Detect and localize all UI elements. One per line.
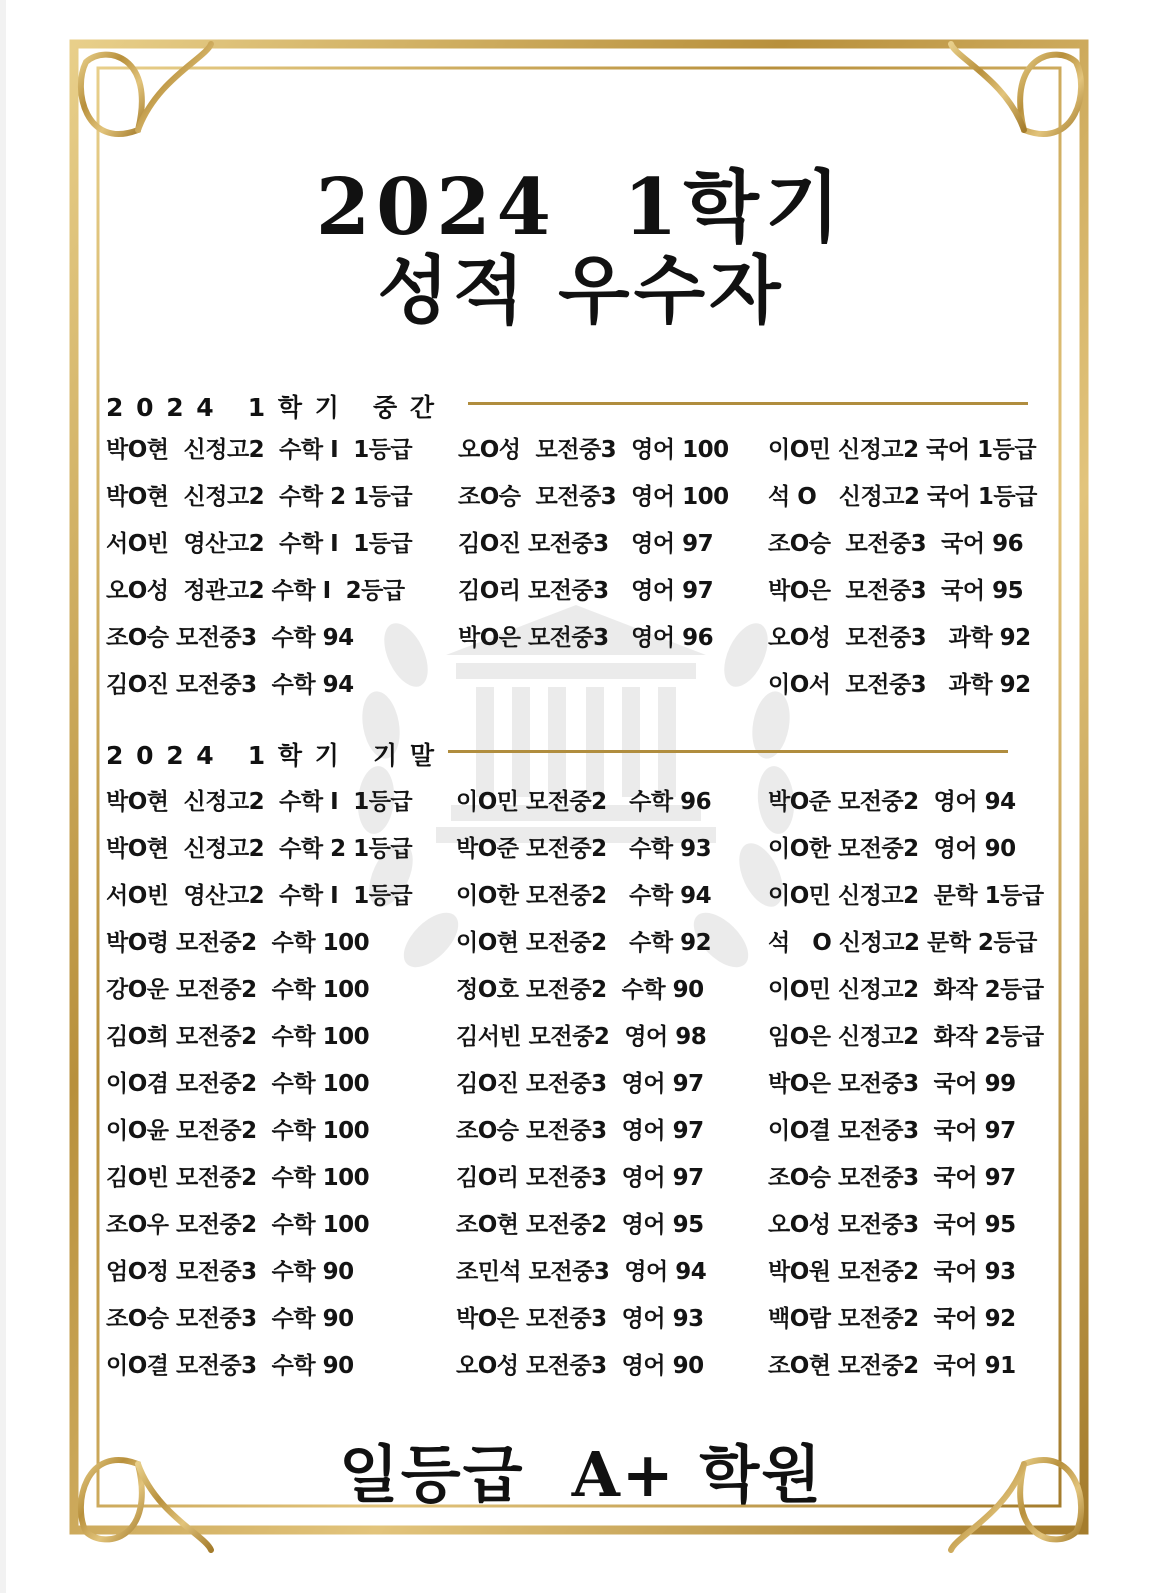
list-item: 이O현 모전중2 수학 92 bbox=[456, 930, 712, 956]
list-item: 정O호 모전중2 수학 90 bbox=[456, 977, 704, 1003]
list-item: 김서빈 모전중2 영어 98 bbox=[456, 1024, 707, 1050]
list-item: 서O빈 영산고2 수학 I 1등급 bbox=[106, 883, 413, 909]
list-item: 이O민 신정고2 국어 1등급 bbox=[768, 437, 1037, 463]
title-year-semester: 2024 1학기 bbox=[315, 162, 847, 253]
list-item: 오O성 정관고2 수학 I 2등급 bbox=[106, 578, 405, 604]
list-item: 김O진 모전중3 수학 94 bbox=[106, 672, 354, 698]
midterm-column-1 bbox=[106, 430, 412, 712]
list-item: 조O승 모전중3 수학 90 bbox=[106, 1306, 354, 1332]
list-item: 석 O 신정고2 문학 2등급 bbox=[768, 930, 1037, 956]
list-item: 박O준 모전중2 수학 93 bbox=[456, 836, 712, 862]
list-item: 이O겸 모전중2 수학 100 bbox=[106, 1071, 370, 1097]
list-item: 박O은 모전중3 영어 96 bbox=[458, 625, 714, 651]
list-item: 박O은 모전중3 국어 95 bbox=[768, 578, 1024, 604]
list-item: 조O승 모전중3 영어 97 bbox=[456, 1118, 704, 1144]
list-item: 조O현 모전중2 영어 95 bbox=[456, 1212, 704, 1238]
list-item: 이O결 모전중3 국어 97 bbox=[768, 1118, 1016, 1144]
list-item: 조O승 모전중3 국어 96 bbox=[768, 531, 1024, 557]
midterm-column-3 bbox=[768, 430, 1037, 712]
list-item: 강O운 모전중2 수학 100 bbox=[106, 977, 370, 1003]
list-item: 김O희 모전중2 수학 100 bbox=[106, 1024, 370, 1050]
list-item: 엄O정 모전중3 수학 90 bbox=[106, 1259, 354, 1285]
midterm-heading: 2 0 2 4 1 학 기 중 간 bbox=[106, 393, 437, 422]
list-item: 조O승 모전중3 수학 94 bbox=[106, 625, 354, 651]
list-item: 김O진 모전중3 영어 97 bbox=[456, 1071, 704, 1097]
list-item: 오O성 모전중3 영어 100 bbox=[458, 437, 729, 463]
title-honor-students: 성적 우수자 bbox=[377, 248, 785, 334]
list-item: 조민석 모전중3 영어 94 bbox=[456, 1259, 707, 1285]
list-item: 이O서 모전중3 과학 92 bbox=[768, 672, 1031, 698]
list-item: 조O승 모전중3 영어 100 bbox=[458, 484, 729, 510]
list-item: 조O현 모전중2 국어 91 bbox=[768, 1353, 1016, 1379]
list-item: 임O은 신정고2 화작 2등급 bbox=[768, 1024, 1044, 1050]
list-item: 오O성 모전중3 과학 92 bbox=[768, 625, 1031, 651]
list-item: 석 O 신정고2 국어 1등급 bbox=[768, 484, 1037, 510]
list-item: 김O진 모전중3 영어 97 bbox=[458, 531, 714, 557]
list-item: 이O한 모전중2 수학 94 bbox=[456, 883, 712, 909]
list-item: 조O우 모전중2 수학 100 bbox=[106, 1212, 370, 1238]
list-item: 박O현 신정고2 수학 2 1등급 bbox=[106, 484, 413, 510]
list-item: 백O람 모전중2 국어 92 bbox=[768, 1306, 1016, 1332]
list-item: 김O리 모전중3 영어 97 bbox=[456, 1165, 704, 1191]
list-item: 박O령 모전중2 수학 100 bbox=[106, 930, 370, 956]
list-item: 이O한 모전중2 영어 90 bbox=[768, 836, 1016, 862]
list-item: 이O민 신정고2 화작 2등급 bbox=[768, 977, 1044, 1003]
list-item: 박O은 모전중3 국어 99 bbox=[768, 1071, 1016, 1097]
final-column-3 bbox=[768, 782, 1044, 1393]
midterm-divider bbox=[468, 402, 1028, 405]
list-item: 김O리 모전중3 영어 97 bbox=[458, 578, 714, 604]
list-item: 박O준 모전중2 영어 94 bbox=[768, 789, 1016, 815]
final-exam-heading: 2 0 2 4 1 학 기 기 말 bbox=[106, 741, 437, 770]
midterm-column-2 bbox=[458, 430, 729, 665]
list-item: 박O현 신정고2 수학 I 1등급 bbox=[106, 789, 413, 815]
list-item: 김O빈 모전중2 수학 100 bbox=[106, 1165, 370, 1191]
list-item: 박O원 모전중2 국어 93 bbox=[768, 1259, 1016, 1285]
list-item: 박O은 모전중3 영어 93 bbox=[456, 1306, 704, 1332]
list-item: 오O성 모전중3 국어 95 bbox=[768, 1212, 1016, 1238]
list-item: 이O민 모전중2 수학 96 bbox=[456, 789, 712, 815]
final-exam-divider bbox=[448, 750, 1008, 753]
academy-name: 일등급 A+ 학원 bbox=[338, 1438, 824, 1511]
final-column-1 bbox=[106, 782, 412, 1393]
list-item: 이O윤 모전중2 수학 100 bbox=[106, 1118, 370, 1144]
list-item: 이O민 신정고2 문학 1등급 bbox=[768, 883, 1044, 909]
list-item: 이O결 모전중3 수학 90 bbox=[106, 1353, 354, 1379]
final-column-2 bbox=[456, 782, 711, 1393]
list-item: 박O현 신정고2 수학 2 1등급 bbox=[106, 836, 413, 862]
list-item: 조O승 모전중3 국어 97 bbox=[768, 1165, 1016, 1191]
certificate-poster bbox=[6, 0, 1156, 1593]
list-item: 박O현 신정고2 수학 I 1등급 bbox=[106, 437, 413, 463]
list-item: 오O성 모전중3 영어 90 bbox=[456, 1353, 704, 1379]
list-item: 서O빈 영산고2 수학 I 1등급 bbox=[106, 531, 413, 557]
